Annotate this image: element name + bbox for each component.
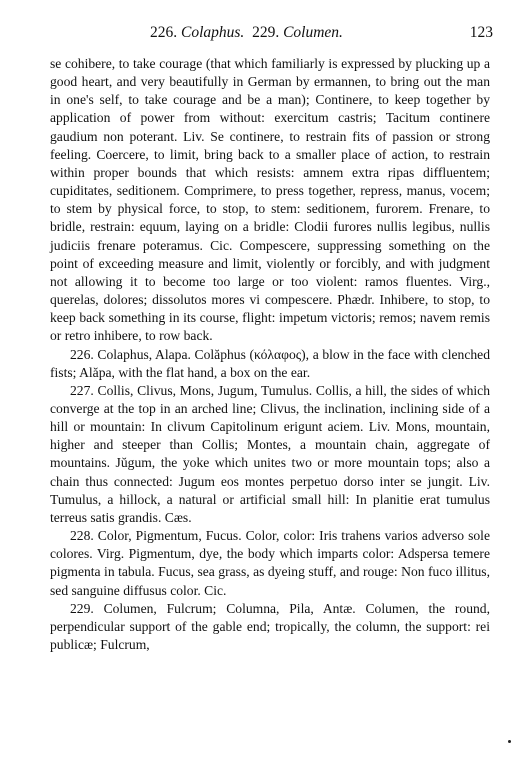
title-a-number: 226. xyxy=(150,24,178,41)
paragraph-continuation: se cohibere, to take courage (that which familiarly is expressed by plucking up a good heart, and very beautifully in German by ermannen, to bring out the man in one's self, to take courage and be a man); Continere, to keep together by application of power from without: exercitum castris; Tacitum continere gaudium non poterant. Liv. Se continere, to restrain fits of passion or strong feeling. Coercere, to limit, bring back to a smaller place of action, to restrain within proper bounds that which resists: amnem extra ripas diffluentem; cupiditates, seditionem. Comprimere, to press together, repress, manus, vocem; to stem by physical force, to stop, to stem: seditionem, furorem. Frenare, to bridle, restrain: equum, laying on a bridle: Clodii furores nullis legibus, nullis judiciis frenare poteramus. Cic. Compescere, suppressing something on the point of exceeding measure and limit, violently or forcibly, and with judgment not allowing it to become too large or too violent: ramos fluentes. Virg., querelas, dolores; dissolutos mores vi compescere. Phædr. Inhibere, to stop, to keep back something in its course, flight: impetum victoris; remos; navem remis or retro inhibere, to row back. xyxy=(50,56,490,344)
title-b-number: 229. xyxy=(252,24,280,41)
title-a-word: Colaphus. xyxy=(181,24,245,41)
title-b-word: Columen. xyxy=(283,24,343,41)
entry-228: 228. Color, Pigmentum, Fucus. Color, color: Iris trahens varios adverso sole colores. Virg. Pigmentum, dye, the body which imparts color: Adspersa temere pigmenta in tabula. Fucus, sea grass, as dyeing stuff, and rouge: Non fuco illitus, sed sanguine diffusus color. Cic. xyxy=(50,528,490,598)
page-body xyxy=(50,55,490,654)
entry-226: 226. Colaphus, Alapa. Colăphus (κόλαφος), a blow in the face with clenched fists; Alăpa, with the flat hand, a box on the ear. xyxy=(50,346,490,380)
entry-227: 227. Collis, Clivus, Mons, Jugum, Tumulus. Collis, a hill, the sides of which converge at the top in an arched line; Clivus, the inclination, inclining side of a hill or mountain: In clivum Capitolinum erigunt aciem. Liv. Mons, mountain, higher and steeper than Collis; Montes, a mountain chain, aggregate of mountains. Jŭgum, the yoke which unites two or more mountain tops; also a chain thus connected: Jugum eos montes perpetuo dorso inter se jungit. Liv. Tumulus, a hillock, a natural or artificial small hill: In planitie erat tumulus terreus satis grandis. Cæs. xyxy=(50,382,490,525)
running-title xyxy=(150,24,343,42)
entry-229: 229. Columen, Fulcrum; Columna, Pila, Antæ. Columen, the round, perpendicular support of the gable end; tropically, the column, the support: rei publicæ; Fulcrum, xyxy=(50,600,490,652)
print-speck xyxy=(508,740,511,743)
page-number: 123 xyxy=(469,24,493,41)
running-header xyxy=(30,24,493,44)
